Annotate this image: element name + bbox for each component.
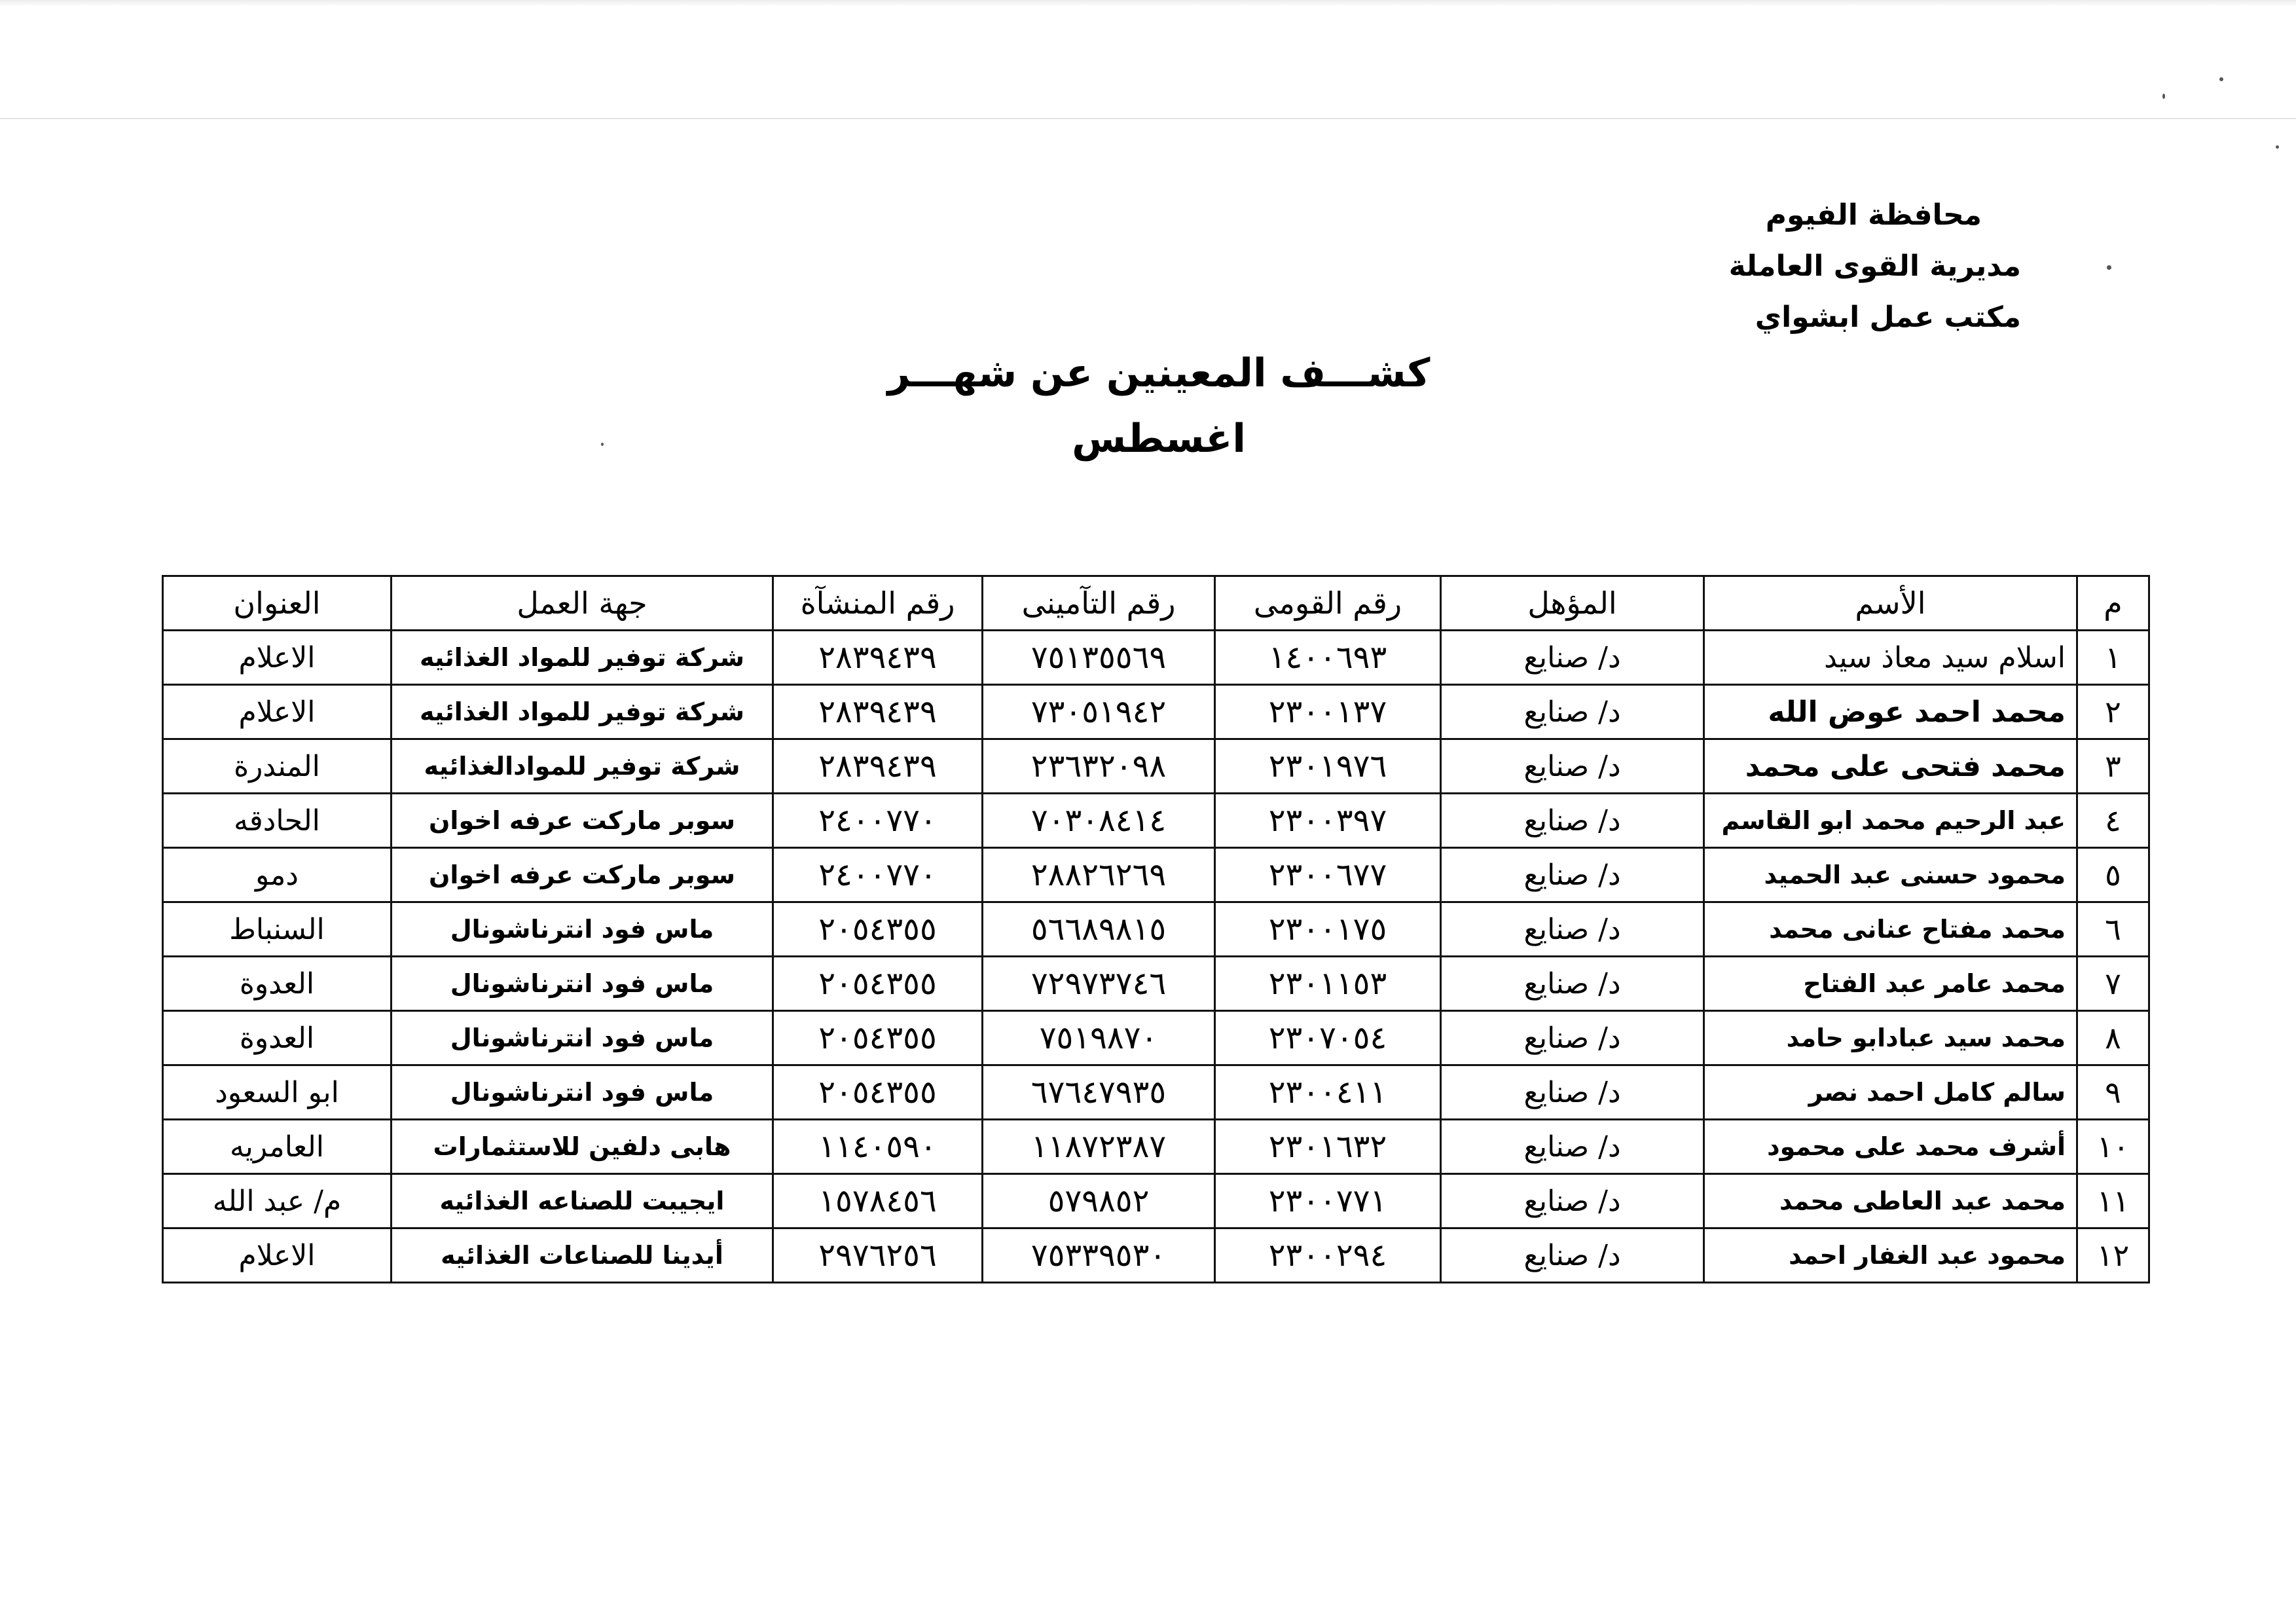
insurance-number: ٢٨٨٢٦٢٦٩ — [983, 848, 1215, 902]
table-row — [163, 902, 2149, 957]
qualification: د/ صنايع — [1441, 794, 1704, 848]
employee-name: محمد عبد العاطى محمد — [1704, 1174, 2077, 1228]
insurance-number: ١١٨٧٢٣٨٧ — [983, 1120, 1215, 1174]
table-row — [163, 1065, 2149, 1120]
row-index: ٩ — [2077, 1065, 2149, 1120]
workplace: شركة توفير للمواد الغذائيه — [392, 685, 773, 739]
national-id: ٢٣٠٠٦٧٧ — [1215, 848, 1441, 902]
address: دمو — [163, 848, 392, 902]
column-header-insurance-number: رقم التآمينى — [983, 576, 1215, 631]
employee-name: اسلام سيد معاذ سيد — [1704, 631, 2077, 685]
address: م/ عبد الله — [163, 1174, 392, 1228]
column-header-address: العنوان — [163, 576, 392, 631]
establishment-number: ٢٤٠٠٧٧٠ — [773, 794, 983, 848]
workplace: ايجيبت للصناعه الغذائيه — [392, 1174, 773, 1228]
address: السنباط — [163, 902, 392, 957]
employee-name: محمد سيد عبادابو حامد — [1704, 1011, 2077, 1065]
workplace: ماس فود انترناشونال — [392, 902, 773, 957]
qualification: د/ صنايع — [1441, 685, 1704, 739]
insurance-number: ٧٥٣٣٩٥٣٠ — [983, 1228, 1215, 1283]
workplace: سوبر ماركت عرفه اخوان — [392, 794, 773, 848]
address: الحادقه — [163, 794, 392, 848]
row-index: ٨ — [2077, 1011, 2149, 1065]
scan-speck — [2107, 265, 2111, 270]
employee-name: عبد الرحيم محمد ابو القاسم — [1704, 794, 2077, 848]
workplace: سوبر ماركت عرفه اخوان — [392, 848, 773, 902]
national-id: ٢٣٠٠٢٩٤ — [1215, 1228, 1441, 1283]
table-row — [163, 1120, 2149, 1174]
table-row — [163, 1011, 2149, 1065]
table-row — [163, 794, 2149, 848]
row-index: ١١ — [2077, 1174, 2149, 1228]
governorate-name: محافظة الفيوم — [1765, 198, 1982, 232]
address: الاعلام — [163, 1228, 392, 1283]
row-index: ٤ — [2077, 794, 2149, 848]
national-id: ١٤٠٠٦٩٣ — [1215, 631, 1441, 685]
table-row — [163, 848, 2149, 902]
establishment-number: ٢٠٥٤٣٥٥ — [773, 1011, 983, 1065]
establishment-number: ٢٨٣٩٤٣٩ — [773, 631, 983, 685]
address: ابو السعود — [163, 1065, 392, 1120]
qualification: د/ صنايع — [1441, 739, 1704, 794]
establishment-number: ٢٨٣٩٤٣٩ — [773, 685, 983, 739]
employee-name: محمد مفتاح عنانى محمد — [1704, 902, 2077, 957]
national-id: ٢٣٠١١٥٣ — [1215, 957, 1441, 1011]
establishment-number: ٢٠٥٤٣٥٥ — [773, 902, 983, 957]
employee-name: أشرف محمد على محمود — [1704, 1120, 2077, 1174]
row-index: ٥ — [2077, 848, 2149, 902]
national-id: ٢٣٠١٩٧٦ — [1215, 739, 1441, 794]
address: الاعلام — [163, 631, 392, 685]
table-row — [163, 631, 2149, 685]
workplace: شركة توفير للمواد الغذائيه — [392, 631, 773, 685]
insurance-number: ٧٥١٣٥٥٦٩ — [983, 631, 1215, 685]
address: العدوة — [163, 1011, 392, 1065]
establishment-number: ٢٩٧٦٢٥٦ — [773, 1228, 983, 1283]
employee-name: سالم كامل احمد نصر — [1704, 1065, 2077, 1120]
address: العدوة — [163, 957, 392, 1011]
scan-speck — [2162, 94, 2165, 99]
qualification: د/ صنايع — [1441, 1120, 1704, 1174]
row-index: ٣ — [2077, 739, 2149, 794]
qualification: د/ صنايع — [1441, 902, 1704, 957]
appointees-table — [162, 575, 2150, 1283]
national-id: ٢٣٠٠٤١١ — [1215, 1065, 1441, 1120]
table-row — [163, 685, 2149, 739]
qualification: د/ صنايع — [1441, 848, 1704, 902]
qualification: د/ صنايع — [1441, 631, 1704, 685]
workplace: شركة توفير للموادالغذائيه — [392, 739, 773, 794]
address: العامريه — [163, 1120, 392, 1174]
row-index: ٧ — [2077, 957, 2149, 1011]
workplace: ماس فود انترناشونال — [392, 1011, 773, 1065]
document-title: كشـــف المعينين عن شهـــر اغسطس — [887, 350, 1430, 462]
insurance-number: ٥٧٩٨٥٢ — [983, 1174, 1215, 1228]
scan-fold-line — [0, 118, 2296, 119]
column-header-workplace: جهة العمل — [392, 576, 773, 631]
establishment-number: ٢٠٥٤٣٥٥ — [773, 1065, 983, 1120]
employee-name: محمد احمد عوض الله — [1704, 685, 2077, 739]
row-index: ١٢ — [2077, 1228, 2149, 1283]
table-row — [163, 1228, 2149, 1283]
address: المندرة — [163, 739, 392, 794]
establishment-number: ٢٤٠٠٧٧٠ — [773, 848, 983, 902]
row-index: ١ — [2077, 631, 2149, 685]
address: الاعلام — [163, 685, 392, 739]
establishment-number: ١٥٧٨٤٥٦ — [773, 1174, 983, 1228]
scan-top-edge — [0, 0, 2296, 7]
table-row — [163, 739, 2149, 794]
column-header-establishment-number: رقم المنشآة — [773, 576, 983, 631]
national-id: ٢٣٠٠١٣٧ — [1215, 685, 1441, 739]
insurance-number: ٦٧٦٤٧٩٣٥ — [983, 1065, 1215, 1120]
national-id: ٢٣٠٧٠٥٤ — [1215, 1011, 1441, 1065]
employee-name: محمد عامر عبد الفتاح — [1704, 957, 2077, 1011]
workplace: ماس فود انترناشونال — [392, 1065, 773, 1120]
workplace: أيدينا للصناعات الغذائيه — [392, 1228, 773, 1283]
directorate-name: مديرية القوى العاملة — [1728, 249, 2021, 283]
appointees-table-wrapper — [162, 575, 2148, 1283]
scan-speck — [2219, 77, 2223, 81]
employee-name: محمود عبد الغفار احمد — [1704, 1228, 2077, 1283]
national-id: ٢٣٠٠٧٧١ — [1215, 1174, 1441, 1228]
national-id: ٢٣٠٠٣٩٧ — [1215, 794, 1441, 848]
table-header-row — [163, 576, 2149, 631]
scan-speck — [2276, 145, 2279, 149]
qualification: د/ صنايع — [1441, 1065, 1704, 1120]
qualification: د/ صنايع — [1441, 957, 1704, 1011]
qualification: د/ صنايع — [1441, 1228, 1704, 1283]
insurance-number: ٧٥١٩٨٧٠ — [983, 1011, 1215, 1065]
scan-speck — [601, 443, 604, 446]
establishment-number: ٢٠٥٤٣٥٥ — [773, 957, 983, 1011]
insurance-number: ٧٢٩٧٣٧٤٦ — [983, 957, 1215, 1011]
table-row — [163, 957, 2149, 1011]
document-header — [1729, 190, 2021, 343]
workplace: ماس فود انترناشونال — [392, 957, 773, 1011]
column-header-name: الأسم — [1704, 576, 2077, 631]
column-header-index: م — [2077, 576, 2149, 631]
establishment-number: ١١٤٠٥٩٠ — [773, 1120, 983, 1174]
insurance-number: ٧٣٠٥١٩٤٢ — [983, 685, 1215, 739]
row-index: ٦ — [2077, 902, 2149, 957]
workplace: هابى دلفين للاستثمارات — [392, 1120, 773, 1174]
column-header-national-id: رقم القومى — [1215, 576, 1441, 631]
insurance-number: ٢٣٦٣٢٠٩٨ — [983, 739, 1215, 794]
table-row — [163, 1174, 2149, 1228]
row-index: ١٠ — [2077, 1120, 2149, 1174]
establishment-number: ٢٨٣٩٤٣٩ — [773, 739, 983, 794]
qualification: د/ صنايع — [1441, 1174, 1704, 1228]
national-id: ٢٣٠٠١٧٥ — [1215, 902, 1441, 957]
row-index: ٢ — [2077, 685, 2149, 739]
column-header-qualification: المؤهل — [1441, 576, 1704, 631]
office-name: مكتب عمل ابشواي — [1755, 301, 2021, 334]
national-id: ٢٣٠١٦٣٢ — [1215, 1120, 1441, 1174]
employee-name: محمود حسنى عبد الحميد — [1704, 848, 2077, 902]
insurance-number: ٥٦٦٨٩٨١٥ — [983, 902, 1215, 957]
employee-name: محمد فتحى على محمد — [1704, 739, 2077, 794]
qualification: د/ صنايع — [1441, 1011, 1704, 1065]
insurance-number: ٧٠٣٠٨٤١٤ — [983, 794, 1215, 848]
